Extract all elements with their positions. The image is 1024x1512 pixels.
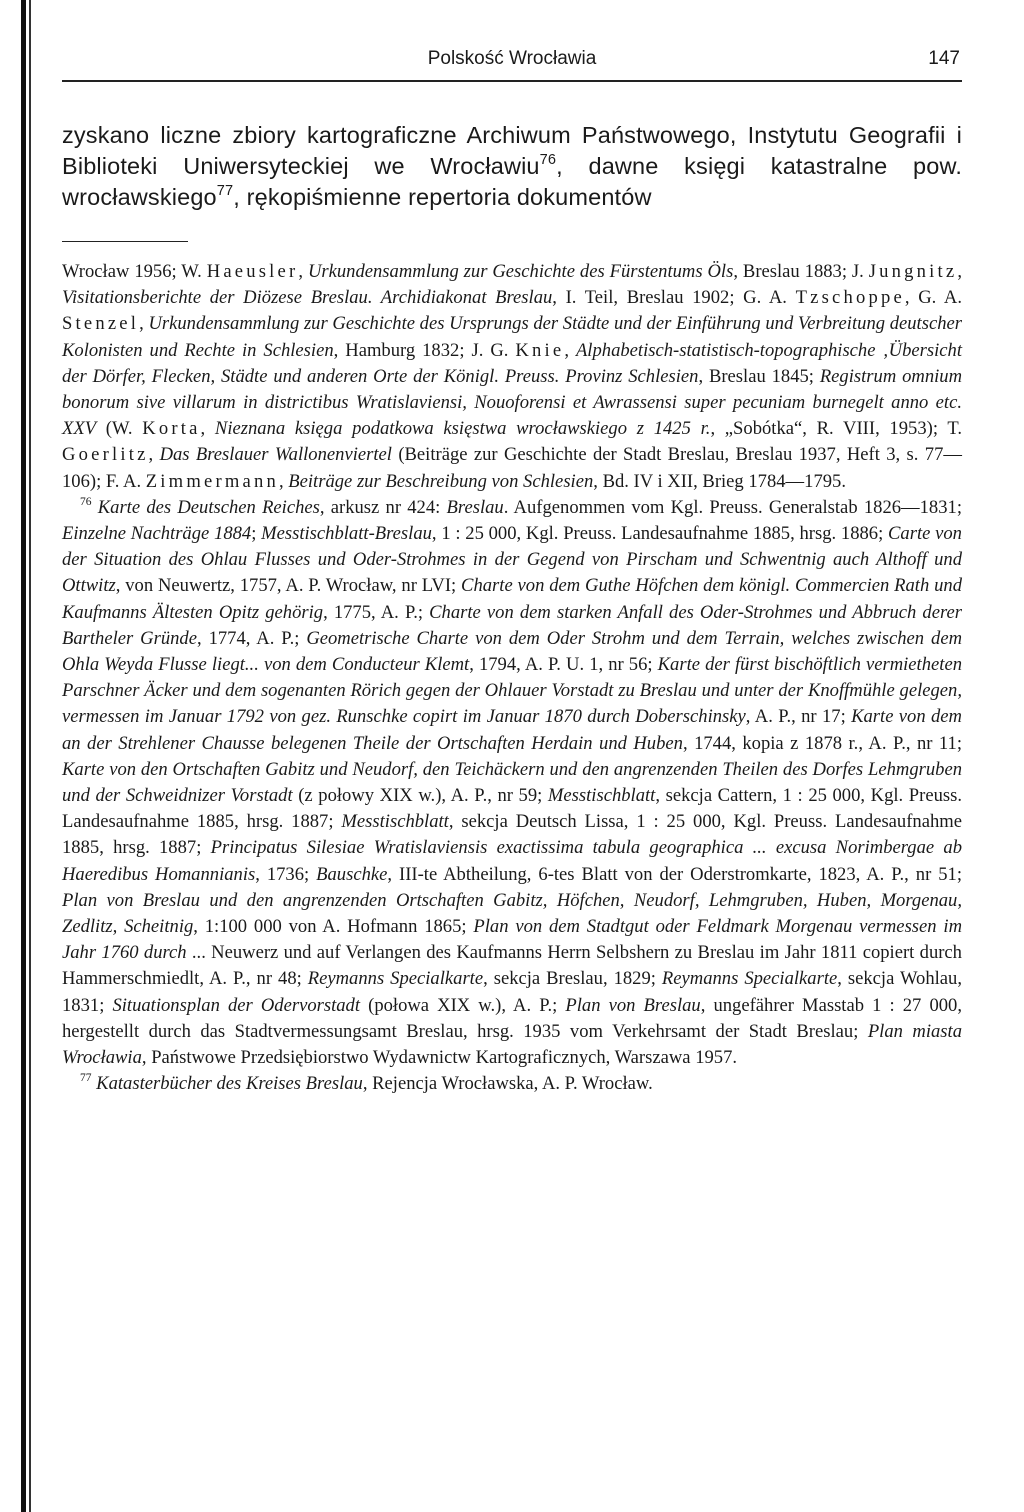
footnote-text: ,	[278, 470, 289, 492]
author-name: Jungnitz	[868, 261, 958, 282]
italic-title: Situationsplan der Odervorstadt	[112, 994, 361, 1016]
footnote-text: ,	[139, 313, 149, 335]
footnote-text: ,	[298, 261, 308, 282]
footnote-text: , I. Teil, Breslau 1902; G. A.	[552, 287, 796, 309]
footnote-text: , 1 : 25 000, Kgl. Preuss. Landesaufnahme 1885, hrsg. 1886;	[431, 523, 889, 545]
footnote-text: , Breslau 1883; J.	[733, 261, 869, 282]
italic-title: Alphabetisch-statistisch-topographische ‚Übersicht der Dörfer, Flecken, Städte und anderen Orte der Königl. Preuss. Provinz Schlesien	[62, 339, 962, 387]
footnote-text: ,	[200, 418, 215, 440]
footnote-text: , 1:100 000 von A. Hofmann 1865;	[193, 916, 474, 938]
italic-title: Karte von den Ortschaften Gabitz und Neudorf, den Teichäckern und den angrenzenden Theilen des Dorfes Lehmgruben und der Schweidnizer Vorstadt	[62, 758, 962, 807]
footnote-text: , Bd. IV i XII, Brieg 1784—1795.	[593, 470, 846, 492]
italic-title: Plan von Breslau	[565, 994, 701, 1016]
footnote-text: ;	[251, 523, 262, 545]
footnote-text: ,	[148, 444, 160, 466]
author-name: Knie	[515, 339, 565, 361]
italic-title: Karte des Deutschen Reiches	[97, 496, 320, 518]
footnote-text: ,	[564, 339, 576, 361]
footnote-number: 77	[80, 1071, 92, 1084]
italic-title: Urkundensammlung zur Geschichte des Fürstentums Öls	[307, 261, 734, 282]
italic-title: Principatus Silesiae Wratislaviensis exactissima tabula geographica ... excusa Norimbergae ab Haeredibus Homannianis	[62, 837, 962, 885]
footnote-text: Wrocław 1956; W.	[62, 261, 207, 282]
italic-title: Urkundensammlung zur Geschichte des Ursprungs der Städte und der Einführung und Verbreitung deutscher Kolonisten und Rechte in Schlesien	[62, 313, 962, 361]
italic-title: Bauschke	[316, 863, 388, 885]
footnote-ref-77[interactable]: 77	[216, 182, 234, 199]
footnote-text: , „Sobótka“, R. VIII, 1953); T.	[710, 418, 962, 440]
author-name: Korta	[142, 418, 201, 440]
italic-title: Plan miasta Wrocławia	[62, 1020, 962, 1069]
page-binding-edge	[21, 0, 26, 1512]
italic-title: Visitationsberichte der Diözese Breslau. Archidiakonat Breslau	[62, 287, 553, 309]
italic-title: Nieznana księga podatkowa księstwa wrocławskiego z 1425 r.	[214, 418, 711, 440]
footnote-continued	[62, 259, 962, 495]
footnote-text: , Rejencja Wrocławska, A. P. Wrocław.	[362, 1073, 653, 1095]
italic-title: Reymanns Specialkarte	[307, 968, 484, 990]
italic-title: Reymanns Specialkarte	[661, 968, 838, 990]
footnote-text: , III-te Abtheilung, 6-tes Blatt von der Oderstromkarte, 1823, A. P., nr 51;	[387, 863, 962, 885]
running-header	[62, 44, 962, 82]
italic-title: Einzelne Nachträge 1884	[62, 523, 252, 545]
main-text-part: zyskano liczne zbiory kartograficzne Archiwum Państwowego, Instytutu Geografii i Biblioteki Uniwersyteckiej we Wrocławiu	[62, 122, 962, 179]
italic-title: Registrum omnium bonorum sive villarum in districtibus Wratislaviensi, Nouoforensi et Awrassensi super pecuniam burnegelt anno etc. XXV	[62, 365, 963, 440]
italic-title: Katasterbücher des Kreises Breslau	[96, 1073, 363, 1095]
footnote-text: , sekcja Breslau, 1829;	[483, 968, 662, 990]
italic-title: Messtischblatt-Breslau	[261, 523, 432, 545]
author-name: Tzschoppe	[795, 287, 905, 309]
footnote-text: , sekcja Deutsch Lissa, 1 : 25 000, Kgl. Preuss. Landesaufnahme 1885, hrsg. 1887;	[62, 811, 962, 859]
page-binding-edge-inner	[29, 0, 31, 1512]
main-text-part: , dawne księgi katastralne pow. wrocławskiego	[62, 153, 962, 210]
footnote-text: , 1775, A. P.;	[323, 601, 430, 623]
footnote-separator	[62, 241, 188, 242]
footnote-text: , von Neuwertz, 1757, A. P. Wrocław, nr LVI;	[115, 575, 462, 597]
footnote-text: (Beiträge zur Geschichte der Stadt Breslau, Breslau 1937, Heft 3, s. 77—106); F. A.	[62, 444, 962, 492]
footnote-text: , A. P., nr 17;	[745, 706, 852, 728]
footnote-text: (W.	[96, 418, 143, 440]
footnote-text: , ungefährer Masstab 1 : 27 000, hergestellt durch das Stadtvermessungsamt Breslau, hrsg. 1935 vom Verkehrsamt der Stadt Breslau;	[62, 994, 962, 1042]
footnote-number: 76	[80, 495, 92, 508]
italic-title: Messtischblatt	[547, 785, 656, 807]
italic-title: Carte von der Situation des Ohlau Flusses und Oder-Strohmes in der Gegend von Pirscham und Schwentnig auch Althoff und Ottwitz	[62, 523, 962, 597]
footnote-text: , Państwowe Przedsiębiorstwo Wydawnictw Kartograficznych, Warszawa 1957.	[141, 1047, 738, 1069]
page	[62, 44, 962, 1098]
footnote-ref-76[interactable]: 76	[539, 151, 557, 168]
italic-title: Messtischblatt	[341, 811, 449, 833]
italic-title: Charte von dem Guthe Höfchen dem königl. Commercien Rath und Kaufmanns Ältesten Opitz gehörig	[62, 575, 962, 623]
footnote-77	[62, 1071, 962, 1097]
footnote-text: , 1736;	[255, 863, 317, 885]
footnote-text: , sekcja Cattern, 1 : 25 000, Kgl. Preuss. Landesaufnahme 1885, hrsg. 1887;	[62, 785, 962, 833]
footnote-text: (z połowy XIX w.), A. P., nr 59;	[292, 785, 548, 807]
italic-title: Karte von dem an der Strehlener Chausse belegenen Theile der Ortschaften Herdain und Huben	[62, 706, 962, 754]
italic-title: Beiträge zur Beschreibung von Schlesien	[288, 470, 594, 492]
italic-title: Das Breslauer Wallonenviertel	[159, 444, 392, 466]
italic-title: Geometrische Charte von dem Oder Strohm und dem Terrain, welches zwischen dem Ohla Weyda Flusse liegt... von dem Conducteur Klemt	[62, 627, 963, 676]
author-name: Goerlitz	[62, 444, 149, 466]
footnote-text: , sekcja Wohlau, 1831;	[62, 968, 962, 1016]
footnote-text: , 1744, kopia z 1878 r., A. P., nr 11;	[682, 732, 962, 754]
running-title: Polskość Wrocławia	[427, 48, 597, 69]
page-number: 147	[928, 48, 960, 69]
footnote-text: (połowa XIX w.), A. P.;	[360, 994, 566, 1016]
footnote-text: , arkusz nr 424:	[319, 496, 447, 518]
footnote-text: , Hamburg 1832; J. G.	[333, 339, 516, 361]
footnote-text: ... Neuwerz und auf Verlangen des Kaufmanns Herrn Selbshern zu Breslau im Jahr 1811 copiert durch Hammerschmiedlt, A. P., nr 48;	[62, 942, 962, 990]
footnote-text: , G. A.	[904, 287, 962, 309]
main-text	[62, 120, 962, 213]
author-name: Stenzel	[62, 313, 140, 335]
footnote-text: , 1774, A. P.;	[197, 627, 307, 649]
footnote-text: , Breslau 1845;	[698, 365, 820, 387]
italic-title: Breslau	[446, 496, 504, 518]
italic-title: Plan von Breslau und den angrenzenden Ortschaften Gabitz, Höfchen, Neudorf, Lehmgruben, Huben, Morgenau, Zedlitz, Scheitnig	[62, 889, 962, 938]
footnotes	[62, 259, 962, 1098]
footnote-text: , 1794, A. P. U. 1, nr 56;	[469, 654, 658, 676]
footnote-76	[62, 495, 962, 1071]
footnote-text: . Aufgenommen vom Kgl. Preuss. Generalstab 1826—1831;	[503, 496, 962, 518]
italic-title: Plan von dem Stadtgut oder Feldmark Morgenau vermessen im Jahr 1760 durch	[62, 916, 962, 964]
italic-title: Karte der fürst bischöftlich vermietheten Parschner Äcker und dem sogenanten Rörich gegen der Ohlauer Vorstadt zu Breslau und unter der Knoffmühle gelegen, vermessen im Januar 1792 von gez. Runschke copirt im Januar 1870 durch Doberschinsky	[62, 654, 962, 728]
main-text-part: , rękopiśmienne repertoria dokumentów	[233, 184, 652, 210]
footnote-text: ,	[957, 261, 962, 282]
italic-title: Charte von dem starken Anfall des Oder-Strohmes und Abbruch derer Bartheler Gründe	[62, 601, 962, 649]
author-name: Haeusler	[206, 261, 299, 282]
author-name: Zimmermann	[145, 470, 279, 492]
